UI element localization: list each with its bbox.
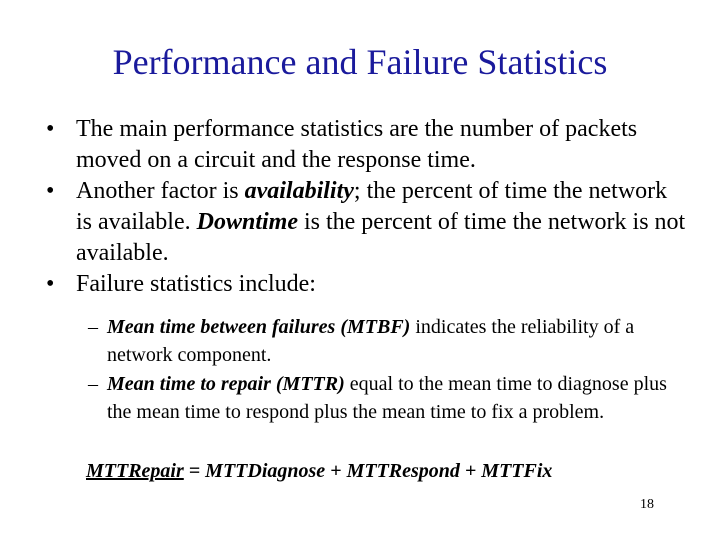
bullet-text	[76, 176, 686, 269]
bullet-text-pre: Another factor is	[76, 178, 245, 204]
bullet-text-mid: ; the percent of time the network is available.	[76, 178, 668, 235]
sub-bullet-marker: –	[88, 373, 98, 395]
sub-bullet-marker: –	[88, 316, 98, 338]
sub-bullet-mttr	[88, 370, 678, 426]
term-downtime: Downtime	[196, 209, 298, 235]
sub-bullet-desc: indicates the reliability of a network component.	[107, 316, 635, 366]
bullet-text: The main performance statistics are the number of packets moved on a circuit and the response time.	[76, 116, 638, 173]
slide-title: Performance and Failure Statistics	[112, 42, 608, 82]
sub-bullet-text	[107, 370, 678, 426]
bullet-marker: •	[46, 116, 55, 142]
bullet-failure-stats	[46, 269, 686, 300]
bullet-performance-stats	[46, 114, 686, 176]
bullet-marker: •	[46, 178, 55, 204]
formula-rhs: = MTTDiagnose + MTTRespond + MTTFix	[183, 460, 553, 482]
sub-bullet-mtbf	[88, 313, 678, 369]
bullet-marker: •	[46, 271, 55, 297]
formula-lhs: MTTRepair	[86, 460, 184, 482]
bullet-availability	[46, 176, 686, 269]
sub-bullet-text	[107, 313, 678, 369]
bullet-text: Failure statistics include:	[76, 271, 316, 297]
term-mttr: Mean time to repair (MTTR)	[107, 373, 345, 395]
mttrepair-formula	[86, 457, 552, 485]
sub-bullet-desc: equal to the mean time to diagnose plus the mean time to respond plus the mean time to fix a problem.	[107, 373, 667, 423]
term-availability: availability	[244, 178, 354, 204]
term-mtbf: Mean time between failures (MTBF)	[107, 316, 411, 338]
bullet-text-post: is the percent of time the network is not available.	[76, 209, 686, 266]
page-number: 18	[640, 497, 654, 512]
